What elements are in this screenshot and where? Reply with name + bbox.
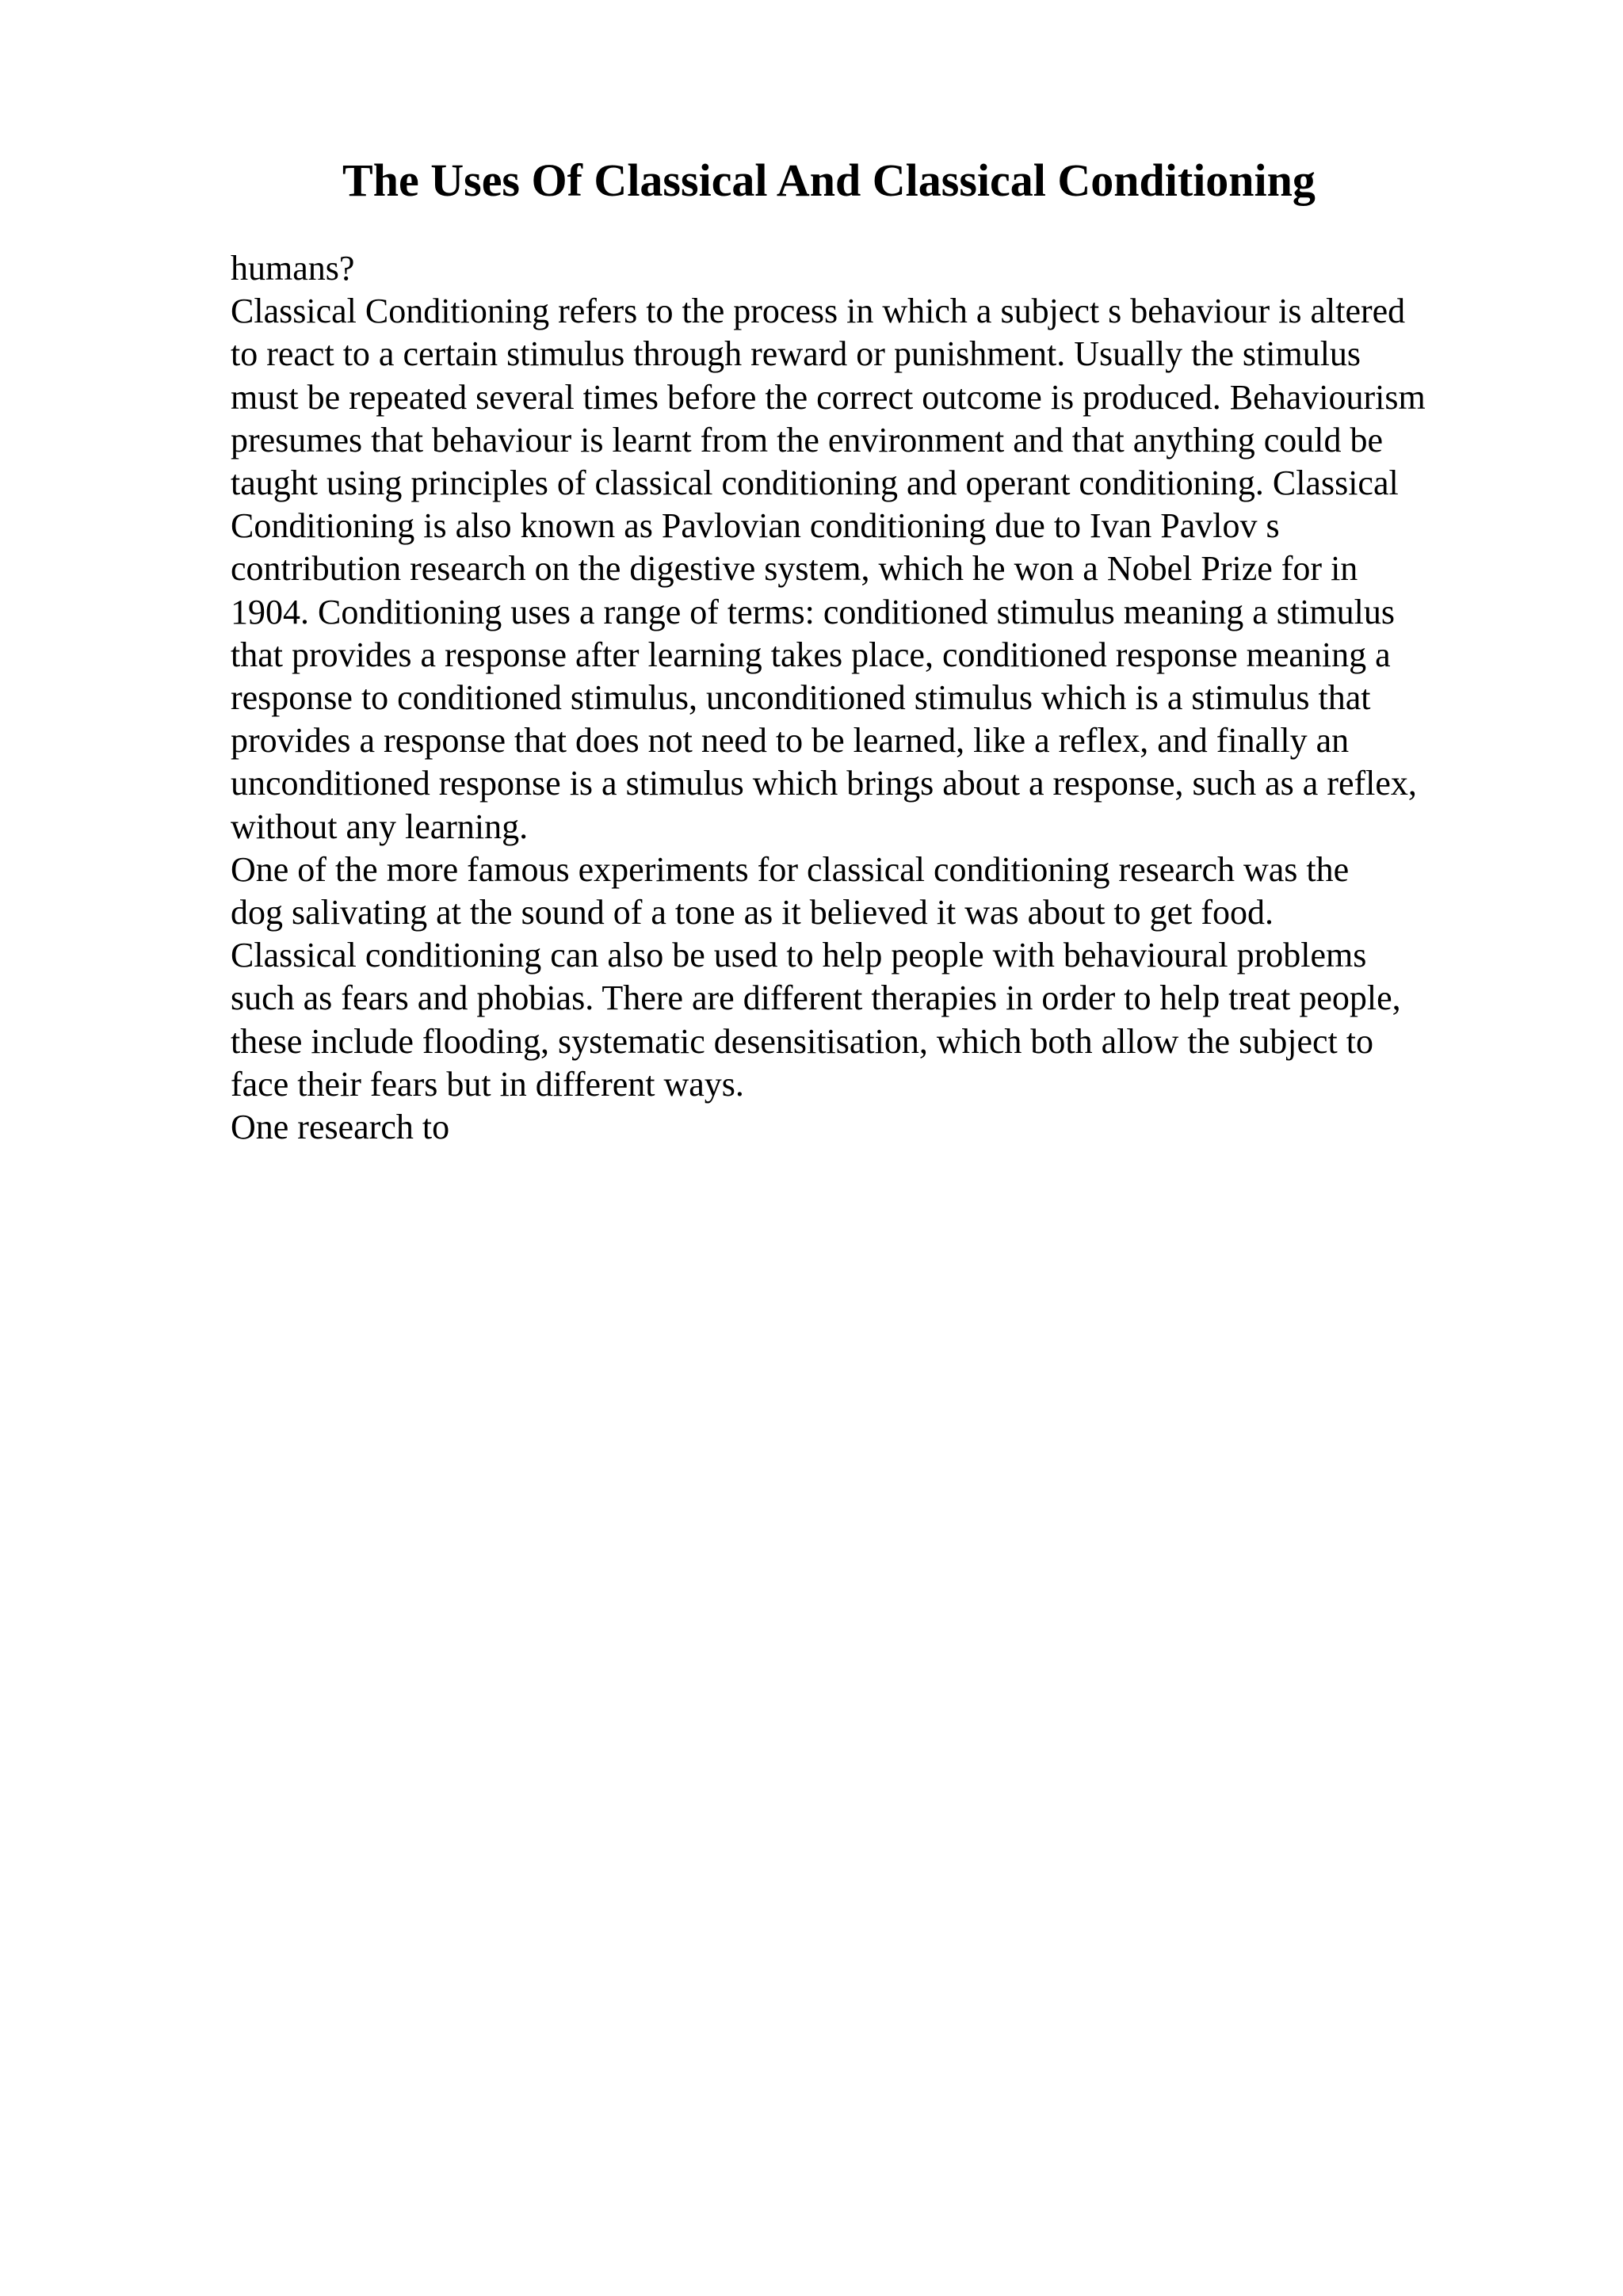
- body-line: humans?: [231, 249, 355, 288]
- document-title: The Uses Of Classical And Classical Conditioning: [342, 154, 1316, 206]
- body-line: One of the more famous experiments for classical conditioning research was the: [231, 849, 1350, 889]
- body-line: without any learning.: [231, 807, 529, 846]
- body-line: face their fears but in different ways.: [231, 1064, 744, 1104]
- body-line: such as fears and phobias. There are different therapies in order to help treat people,: [231, 978, 1401, 1018]
- body-line: contribution research on the digestive system, which he won a Nobel Prize for in: [231, 549, 1358, 589]
- body-line: taught using principles of classical conditioning and operant conditioning. Classical: [231, 463, 1399, 503]
- body-line: Classical Conditioning refers to the process in which a subject s behaviour is altered: [231, 292, 1406, 331]
- document-body: [231, 247, 1530, 1149]
- body-line: must be repeated several times before the correct outcome is produced. Behaviourism: [231, 377, 1426, 417]
- body-line: provides a response that does not need to be learned, like a reflex, and finally an: [231, 721, 1350, 761]
- body-line: presumes that behaviour is learnt from the environment and that anything could be: [231, 420, 1384, 460]
- body-line: response to conditioned stimulus, unconditioned stimulus which is a stimulus that: [231, 678, 1371, 718]
- body-line: One research to: [231, 1108, 450, 1147]
- body-line: these include flooding, systematic desensitisation, which both allow the subject to: [231, 1021, 1373, 1061]
- body-line: Classical conditioning can also be used to help people with behavioural problems: [231, 936, 1367, 975]
- body-line: dog salivating at the sound of a tone as it believed it was about to get food.: [231, 893, 1274, 933]
- body-line: to react to a certain stimulus through reward or punishment. Usually the stimulus: [231, 334, 1361, 374]
- body-line: unconditioned response is a stimulus which brings about a response, such as a reflex,: [231, 764, 1417, 803]
- body-line: that provides a response after learning takes place, conditioned response meaning a: [231, 635, 1391, 674]
- body-line: Conditioning is also known as Pavlovian conditioning due to Ivan Pavlov s: [231, 506, 1280, 546]
- body-line: 1904. Conditioning uses a range of terms: conditioned stimulus meaning a stimulus: [231, 592, 1395, 631]
